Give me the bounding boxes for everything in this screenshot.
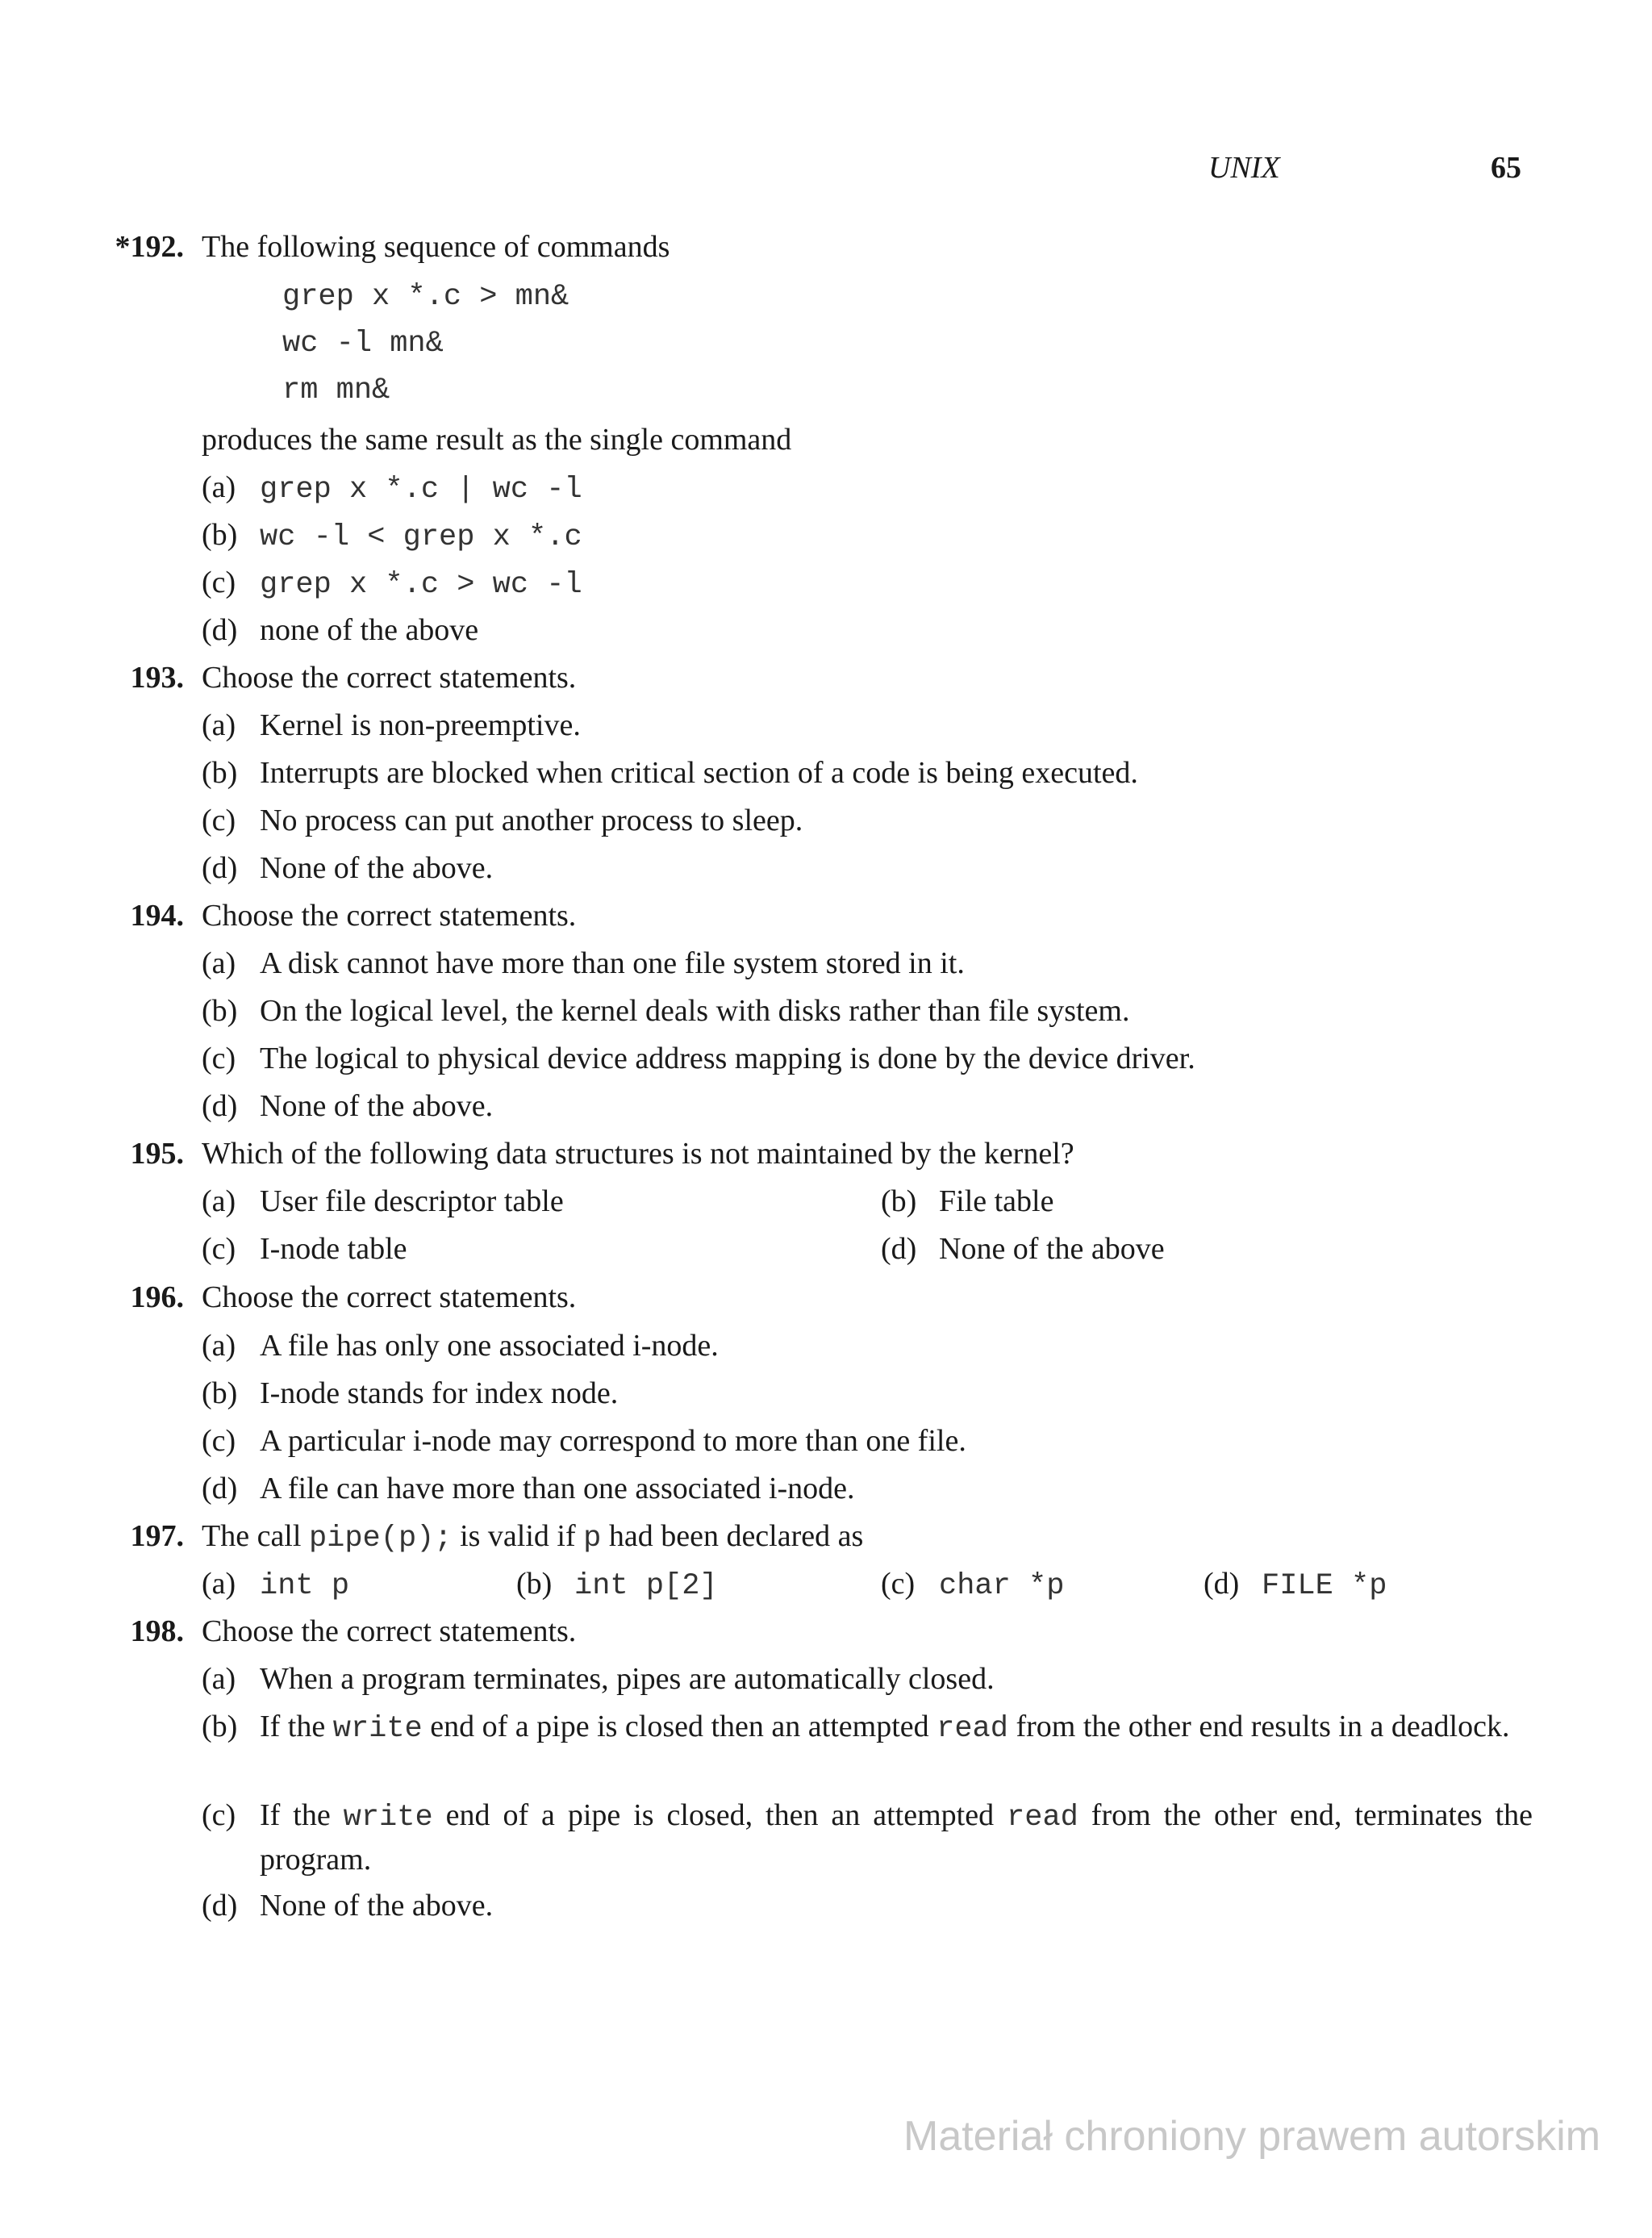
- option-b: [202, 512, 1533, 560]
- option-text: None of the above.: [260, 851, 494, 885]
- text-fragment: end of a pipe is closed then an attempted: [422, 1710, 937, 1743]
- option-text: None of the above.: [260, 1089, 494, 1123]
- option-label: (b): [202, 1710, 238, 1743]
- option-code: grep x *.c > wc -l: [260, 568, 582, 602]
- option-a: [202, 703, 1533, 748]
- question-number: 193.: [130, 661, 184, 695]
- option-label: (b): [202, 756, 238, 790]
- option-label: (c): [202, 804, 236, 837]
- text-fragment: end of a pipe is closed, then an attempted: [432, 1798, 1007, 1832]
- code-line: wc -l mn&: [282, 327, 444, 361]
- option-label: (b): [516, 1567, 553, 1601]
- option-label: (b): [202, 994, 238, 1028]
- question-stem: [0, 224, 1652, 269]
- option-text: When a program terminates, pipes are automatically closed.: [260, 1662, 995, 1696]
- inline-code: pipe(p);: [308, 1522, 453, 1555]
- option-d: [202, 846, 1533, 891]
- option-a: [202, 1323, 1533, 1368]
- question-number: 197.: [130, 1519, 184, 1553]
- option-label: (a): [202, 1567, 236, 1601]
- page-number: 65: [1491, 151, 1521, 185]
- text-fragment: If the: [260, 1710, 333, 1743]
- question-text-continued: produces the same result as the single command: [202, 423, 792, 457]
- option-text: Kernel is non-preemptive.: [260, 708, 581, 742]
- option-label: (d): [1204, 1567, 1240, 1601]
- option-a: [202, 1179, 847, 1224]
- inline-code: write: [332, 1712, 423, 1746]
- option-text: None of the above.: [260, 1889, 494, 1923]
- text-fragment: from the other end results in a deadlock.: [1007, 1710, 1510, 1743]
- option-code: grep x *.c | wc -l: [260, 473, 582, 507]
- text-fragment: from the other end, terminates the program.: [260, 1798, 1533, 1877]
- question-number: 195.: [130, 1137, 184, 1171]
- option-label: (c): [202, 566, 236, 599]
- option-label: (d): [202, 1472, 238, 1505]
- section-title: UNIX: [1208, 151, 1280, 185]
- option-text: A file has only one associated i-node.: [260, 1329, 719, 1363]
- option-text: A file can have more than one associated i-node.: [260, 1472, 855, 1505]
- option-text: [260, 1794, 1533, 1881]
- option-c: [202, 1226, 847, 1271]
- option-b: [202, 750, 1533, 795]
- option-text: Interrupts are blocked when critical section of a code is being executed.: [260, 756, 1138, 790]
- option-label: (a): [202, 1329, 236, 1363]
- option-label: (b): [202, 1376, 238, 1410]
- option-text: On the logical level, the kernel deals with disks rather than file system.: [260, 994, 1130, 1028]
- option-label: (c): [881, 1567, 916, 1601]
- option-label: (b): [881, 1184, 917, 1218]
- option-text: A disk cannot have more than one file system stored in it.: [260, 946, 965, 980]
- option-label: (c): [202, 1798, 236, 1832]
- option-label: (c): [202, 1042, 236, 1075]
- option-text: [260, 1706, 1533, 1750]
- option-c: [202, 1793, 1533, 1881]
- option-d: [202, 1883, 1533, 1928]
- option-label: (c): [202, 1232, 236, 1266]
- question-text: Which of the following data structures is not maintained by the kernel?: [202, 1137, 1074, 1171]
- option-label: (c): [202, 1424, 236, 1458]
- option-code: char *p: [939, 1569, 1065, 1603]
- option-label: (d): [881, 1232, 917, 1266]
- option-code: wc -l < grep x *.c: [260, 520, 582, 554]
- question-text: The following sequence of commands: [202, 230, 670, 264]
- option-text: None of the above: [939, 1232, 1165, 1266]
- option-text: A particular i-node may correspond to more than one file.: [260, 1424, 966, 1458]
- option-c: [202, 1418, 1533, 1463]
- option-d: [202, 1084, 1533, 1129]
- question-text: Choose the correct statements.: [202, 899, 577, 933]
- option-b: [881, 1179, 1526, 1224]
- option-code: FILE *p: [1262, 1569, 1387, 1603]
- option-c: [202, 560, 1533, 608]
- question-stem: [0, 1609, 1652, 1654]
- option-label: (a): [202, 1662, 236, 1696]
- option-d: [202, 1466, 1533, 1511]
- option-text: I-node stands for index node.: [260, 1376, 619, 1410]
- option-c: [202, 1036, 1533, 1081]
- option-b: [202, 1704, 1533, 1793]
- option-text: No process can put another process to sleep.: [260, 804, 803, 837]
- option-text: File table: [939, 1184, 1054, 1218]
- option-d: [1204, 1561, 1526, 1609]
- question-number: *192.: [115, 230, 184, 264]
- option-label: (a): [202, 1184, 236, 1218]
- text-fragment: The call: [202, 1519, 309, 1553]
- option-text: none of the above: [260, 613, 479, 647]
- option-c: [881, 1561, 1187, 1609]
- option-b: [516, 1561, 855, 1609]
- inline-code: write: [343, 1801, 433, 1835]
- option-b: [202, 1371, 1533, 1416]
- question-text: Choose the correct statements.: [202, 1614, 577, 1648]
- option-label: (b): [202, 518, 238, 552]
- text-fragment: If the: [260, 1798, 344, 1832]
- option-a: [202, 1656, 1533, 1701]
- option-c: [202, 798, 1533, 843]
- question-number: 198.: [130, 1614, 184, 1648]
- option-label: (d): [202, 851, 238, 885]
- inline-code: read: [1007, 1801, 1078, 1835]
- question-stem: [0, 655, 1652, 700]
- option-label: (a): [202, 470, 236, 504]
- question-text: Choose the correct statements.: [202, 1280, 577, 1314]
- question-number: 194.: [130, 899, 184, 933]
- question-stem: [0, 1131, 1652, 1176]
- option-a: [202, 1561, 508, 1609]
- option-a: [202, 465, 1533, 512]
- question-stem: [0, 893, 1652, 938]
- question-stem: [0, 1514, 1652, 1559]
- option-b: [202, 988, 1533, 1033]
- option-code: int p[2]: [574, 1569, 718, 1603]
- code-line: grep x *.c > mn&: [282, 280, 569, 314]
- inline-code: p: [583, 1522, 602, 1555]
- copyright-watermark: Materiał chroniony prawem autorskim: [903, 2113, 1601, 2160]
- option-label: (a): [202, 708, 236, 742]
- option-text: I-node table: [260, 1232, 407, 1266]
- text-fragment: had been declared as: [601, 1519, 864, 1553]
- option-label: (a): [202, 946, 236, 980]
- question-text: Choose the correct statements.: [202, 661, 577, 695]
- option-label: (d): [202, 613, 238, 647]
- option-d: [202, 608, 1533, 653]
- option-d: [881, 1226, 1526, 1271]
- text-fragment: is valid if: [452, 1519, 584, 1553]
- option-a: [202, 941, 1533, 986]
- option-label: (d): [202, 1089, 238, 1123]
- code-line: rm mn&: [282, 374, 390, 407]
- option-code: int p: [260, 1569, 350, 1603]
- inline-code: read: [937, 1712, 1008, 1746]
- question-number: 196.: [130, 1280, 184, 1314]
- question-stem: [0, 1275, 1652, 1320]
- option-text: The logical to physical device address mapping is done by the device driver.: [260, 1042, 1195, 1075]
- option-label: (d): [202, 1889, 238, 1923]
- running-header: [0, 150, 1652, 190]
- question-text: [202, 1514, 863, 1561]
- option-text: User file descriptor table: [260, 1184, 564, 1218]
